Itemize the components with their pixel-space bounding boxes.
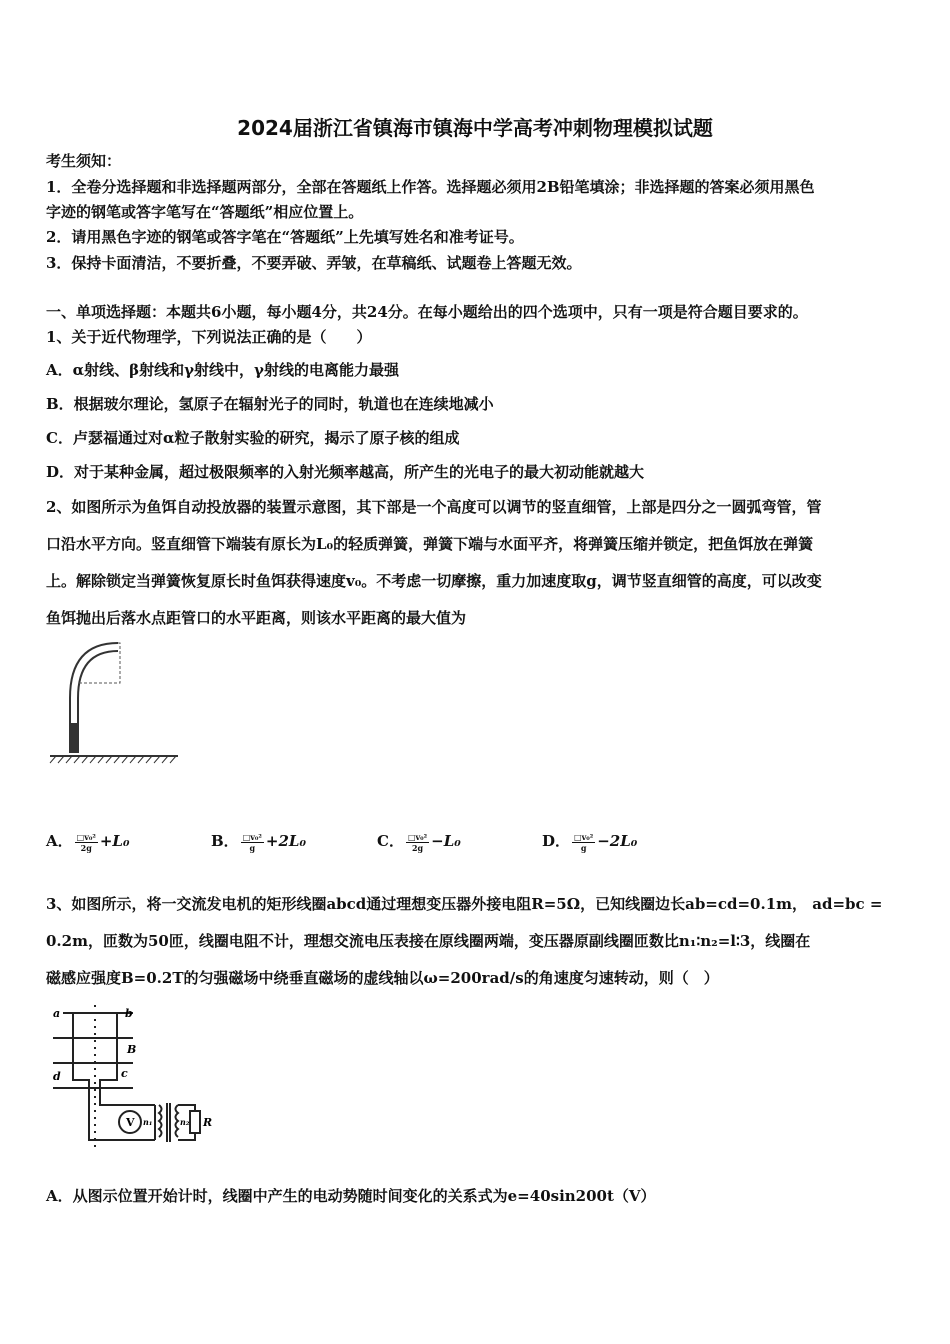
- question-1-stem: 1、关于近代物理学，下列说法正确的是（ ）: [46, 328, 372, 346]
- q2-option-a: [46, 830, 130, 853]
- q3-line: 磁感应强度B=0.2T的匀强磁场中绕垂直磁场的虚线轴以ω=200rad/s的角速度匀速转动，则（ ）: [46, 969, 719, 987]
- q1-option-a: A．α射线、β射线和γ射线中，γ射线的电离能力最强: [46, 361, 399, 379]
- numerator: □v₀²: [242, 831, 262, 842]
- fraction: [406, 832, 429, 853]
- notice-heading: 考生须知：: [46, 152, 122, 170]
- option-tail: −L₀: [431, 832, 461, 850]
- label-d: d: [53, 1070, 61, 1083]
- denominator: g: [580, 842, 587, 853]
- label-c: c: [121, 1067, 128, 1080]
- q2-line: 口沿水平方向。竖直细管下端装有原长为L₀的轻质弹簧，弹簧下端与水面平齐，将弹簧压缩并锁定，把鱼饵放在弹簧: [46, 535, 814, 553]
- option-tail: +2L₀: [265, 832, 307, 850]
- numerator: □v₀²: [76, 831, 96, 842]
- notice-line: 2．请用黑色字迹的钢笔或答字笔在“答题纸”上先填写姓名和准考证号。: [46, 228, 524, 246]
- fraction: [75, 832, 98, 853]
- label-R: R: [203, 1116, 213, 1129]
- notice-line: 1．全卷分选择题和非选择题两部分，全部在答题纸上作答。选择题必须用2B铅笔填涂；非选择题的答案必须用黑色: [46, 178, 815, 196]
- label-B: B: [127, 1043, 137, 1056]
- q1-option-d: D．对于某种金属，超过极限频率的入射光频率越高，所产生的光电子的最大初动能就越大: [46, 463, 645, 481]
- label-n1: n₁: [143, 1117, 153, 1127]
- page-title: 2024届浙江省镇海市镇海中学高考冲刺物理模拟试题: [237, 116, 713, 140]
- q3-line: 3、如图所示，将一交流发电机的矩形线圈abcd通过理想变压器外接电阻R=5Ω，已知线圈边长ab=cd=0.1m， ad=bc =: [46, 895, 883, 913]
- q1-option-c: C．卢瑟福通过对α粒子散射实验的研究，揭示了原子核的组成: [46, 429, 460, 447]
- bait-launcher-figure: [48, 638, 183, 768]
- option-tail: +L₀: [99, 832, 130, 850]
- q1-option-b: B．根据玻尔理论，氢原子在辐射光子的同时，轨道也在连续地减小: [46, 395, 494, 413]
- fraction: [241, 832, 264, 853]
- option-label: A．: [46, 832, 73, 850]
- q2-option-b: [211, 830, 306, 853]
- label-V: V: [126, 1116, 135, 1129]
- section-heading: 一、单项选择题：本题共6小题，每小题4分，共24分。在每小题给出的四个选项中，只有一项是符合题目要求的。: [46, 303, 808, 321]
- option-label: B．: [211, 832, 239, 850]
- label-b: b: [125, 1007, 133, 1020]
- numerator: □v₀²: [407, 831, 428, 842]
- q2-line: 鱼饵抛出后落水点距管口的水平距离，则该水平距离的最大值为: [46, 609, 467, 627]
- generator-circuit-figure: [45, 1005, 225, 1150]
- q3-line: 0.2m，匝数为50匝，线圈电阻不计，理想交流电压表接在原线圈两端，变压器原副线圈匝数比n₁∶n₂=l∶3，线圈在: [46, 932, 811, 950]
- label-a: a: [53, 1007, 61, 1020]
- label-n2: n₂: [180, 1117, 190, 1127]
- fraction: [572, 832, 595, 853]
- denominator: g: [249, 842, 256, 853]
- q2-option-c: [377, 830, 461, 853]
- q2-line: 上。解除锁定当弹簧恢复原长时鱼饵获得速度v₀。不考虑一切摩擦，重力加速度取g，调节竖直细管的高度，可以改变: [46, 572, 822, 590]
- numerator: □v₀²: [574, 831, 594, 842]
- q2-option-d: [542, 830, 637, 853]
- denominator: 2g: [411, 842, 424, 853]
- option-label: C．: [377, 832, 404, 850]
- notice-line: 3．保持卡面清洁，不要折叠，不要弄破、弄皱，在草稿纸、试题卷上答题无效。: [46, 254, 582, 272]
- option-label: D．: [542, 832, 571, 850]
- denominator: 2g: [80, 842, 92, 853]
- notice-line: 字迹的钢笔或答字笔写在“答题纸”相应位置上。: [46, 203, 364, 221]
- option-tail: −2L₀: [597, 832, 638, 850]
- q3-option-a: A．从图示位置开始计时，线圈中产生的电动势随时间变化的关系式为e=40sin200t（V）: [46, 1187, 656, 1205]
- q2-line: 2、如图所示为鱼饵自动投放器的装置示意图，其下部是一个高度可以调节的竖直细管，上部是四分之一圆弧弯管，管: [46, 498, 822, 516]
